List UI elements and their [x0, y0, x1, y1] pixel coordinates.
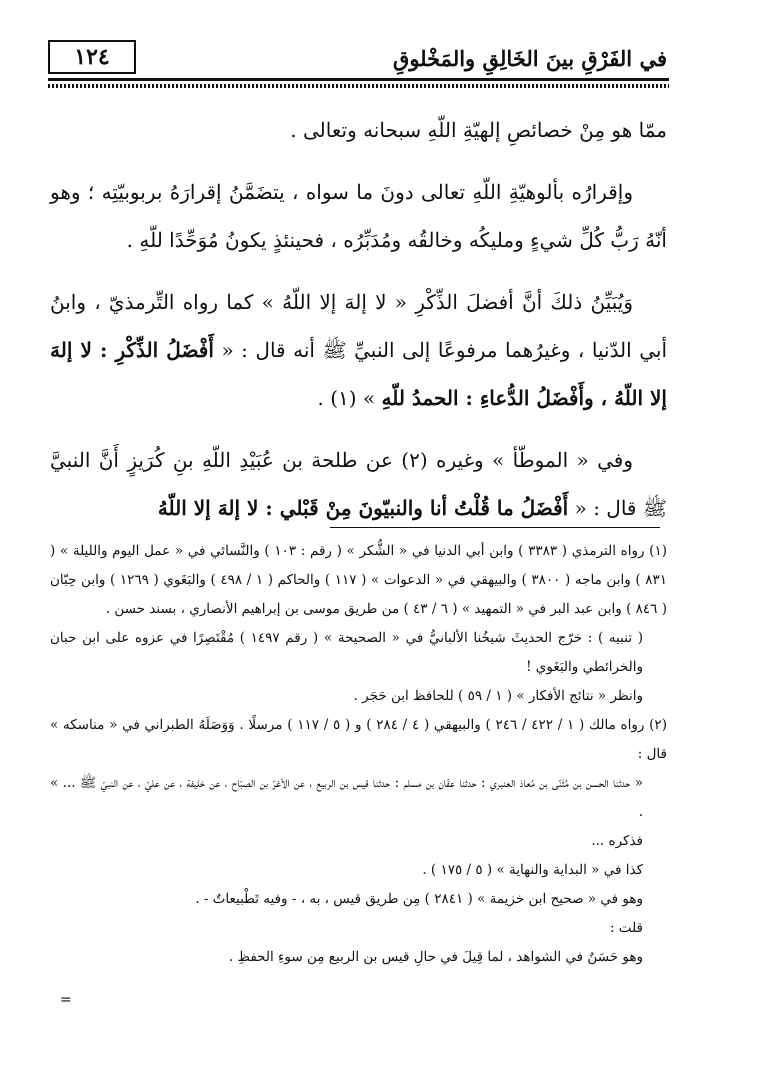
footnote-1-line-3: وانظر « نتائج الأفكار » ( ١ / ٥٩ ) للحافظ ابن حَجَر .	[353, 688, 643, 704]
footnote-2-line-6: قلت :	[609, 920, 643, 936]
footnote-2-line-5: وهو في « صحيح ابن خزيمة » ( ٢٨٤١ ) مِن طريق قيس ، به ، - وفيه تَطْبيعاتٌ - .	[195, 891, 643, 907]
footnotes	[50, 537, 667, 972]
footnote-separator	[330, 527, 660, 528]
paragraph-2: وإقرارُه بألوهيّةِ اللّهِ تعالى دونَ ما سواه ، يتضَمَّنُ إقرارَهُ بربوبيّتِه ؛ وهو أنّهُ رَبُّ كُلِّ شيءٍ ومليكُه وخالقُه ومُدَبِّرُه ، فحينئذٍ يكونُ مُوَحِّدًا للّهِ .	[50, 180, 667, 252]
paragraph-4	[50, 436, 667, 532]
page-header	[50, 40, 667, 80]
p4-text-a: وفي « الموطّأ » وغيره (٢) عن طلحة بن عُبَيْدِ اللّهِ بنِ كُرَيزٍ أَنَّ النبيَّ ﷺ قال : «	[50, 448, 667, 520]
footnote-2-line-1: (٢) رواه مالك ( ١ / ٤٢٢ / ٢٤٦ ) والبيهقي ( ٤ / ٢٨٤ ) و ( ٥ / ١١٧ ) مرسلًا . وَوَصَلَهُ الطبراني في « مناسكه » قال :	[50, 717, 667, 762]
footnote-2-line-7: وهو حَسَنٌ في الشواهد ، لما قِيلَ في حالِ قيس بن الربيع مِن سوءِ الحفظِ .	[228, 949, 643, 965]
page-number: ١٢٤	[48, 40, 136, 74]
p3-text-a: وَيُبَيِّنُ ذلكَ أنَّ أفضلَ الذِّكْرِ « لا إلهَ إلا اللّهُ » كما رواه التِّرمذيّ ، وابنُ أبي الدّنيا ، وغيرُهما مرفوعًا إلى النبيِّ ﷺ أنه قال : «	[50, 290, 668, 362]
footnote-1-line-2: ( تنبيه ) : خرّج الحديثَ شيخُنا الألبانيُّ في « الصحيحة » ( رقم ١٤٩٧ ) مُقْتَصِرًا في عزوه على ابن حبان والخرائطي والبَغَوي !	[50, 630, 643, 675]
footnote-2-line-4: كذا في « البداية والنهاية » ( ٥ / ١٧٥ ) .	[422, 862, 643, 878]
paragraph-1: ممّا هو مِنْ خصائصِ إلهيّةِ اللّهِ سبحانه وتعالى .	[290, 118, 667, 142]
header-rule	[48, 78, 669, 81]
footnote-1-line-1: (١) رواه الترمذي ( ٣٣٨٣ ) وابن أبي الدنيا في « الشُّكر » ( رقم : ١٠٣ ) والنَّسائي في « عمل اليوم والليلة » ( ٨٣١ ) وابن ماجه ( ٣٨٠٠ ) والبيهقي في « الدعوات » ( ١١٧ ) والحاكم ( ١ / ٤٩٨ ) والبَغَوي ( ١٢٦٩ ) وابن حِبّان ( ٨٤٦ ) وابن عبد البر في « التمهيد » ( ٦ / ٤٣ ) من طريق موسى بن إبراهيم الأنصاري ، بسند حسن .	[50, 543, 667, 617]
paragraph-3	[50, 278, 667, 422]
header-dotted-rule	[48, 84, 669, 88]
p3-text-c: » (١) .	[317, 386, 376, 410]
main-text	[50, 106, 667, 546]
running-title: في الفَرْقِ بينَ الخَالِقِ والمَخْلوقِ	[393, 46, 667, 71]
footnote-2-line-3: فذكره ...	[591, 833, 643, 849]
hadith-quote-2: أَفْضَلُ ما قُلْتُ أنا والنبيّونَ مِنْ قَبْلي : لا إلهَ إلا اللّهُ	[157, 496, 569, 520]
continuation-mark: =	[60, 992, 72, 1008]
hadith-quote-1: أَفْضَلُ الذِّكْرِ : لا إلهَ إلا اللّهُ ، وأَفْضَلُ الدُّعاءِ : الحمدُ للّهِ	[50, 338, 667, 410]
footnote-2-line-2: « حدثنا الحسن بن مُثَنّى بن مُعاذ العنبري : حدثنا عفّان بن مسلم : حدثنا قيس بن الربيع ، عن الأغرّ بن الصبّاح ، عن خليفة ، عن عليّ ، عن النبيّ ﷺ ... » .	[50, 775, 643, 820]
